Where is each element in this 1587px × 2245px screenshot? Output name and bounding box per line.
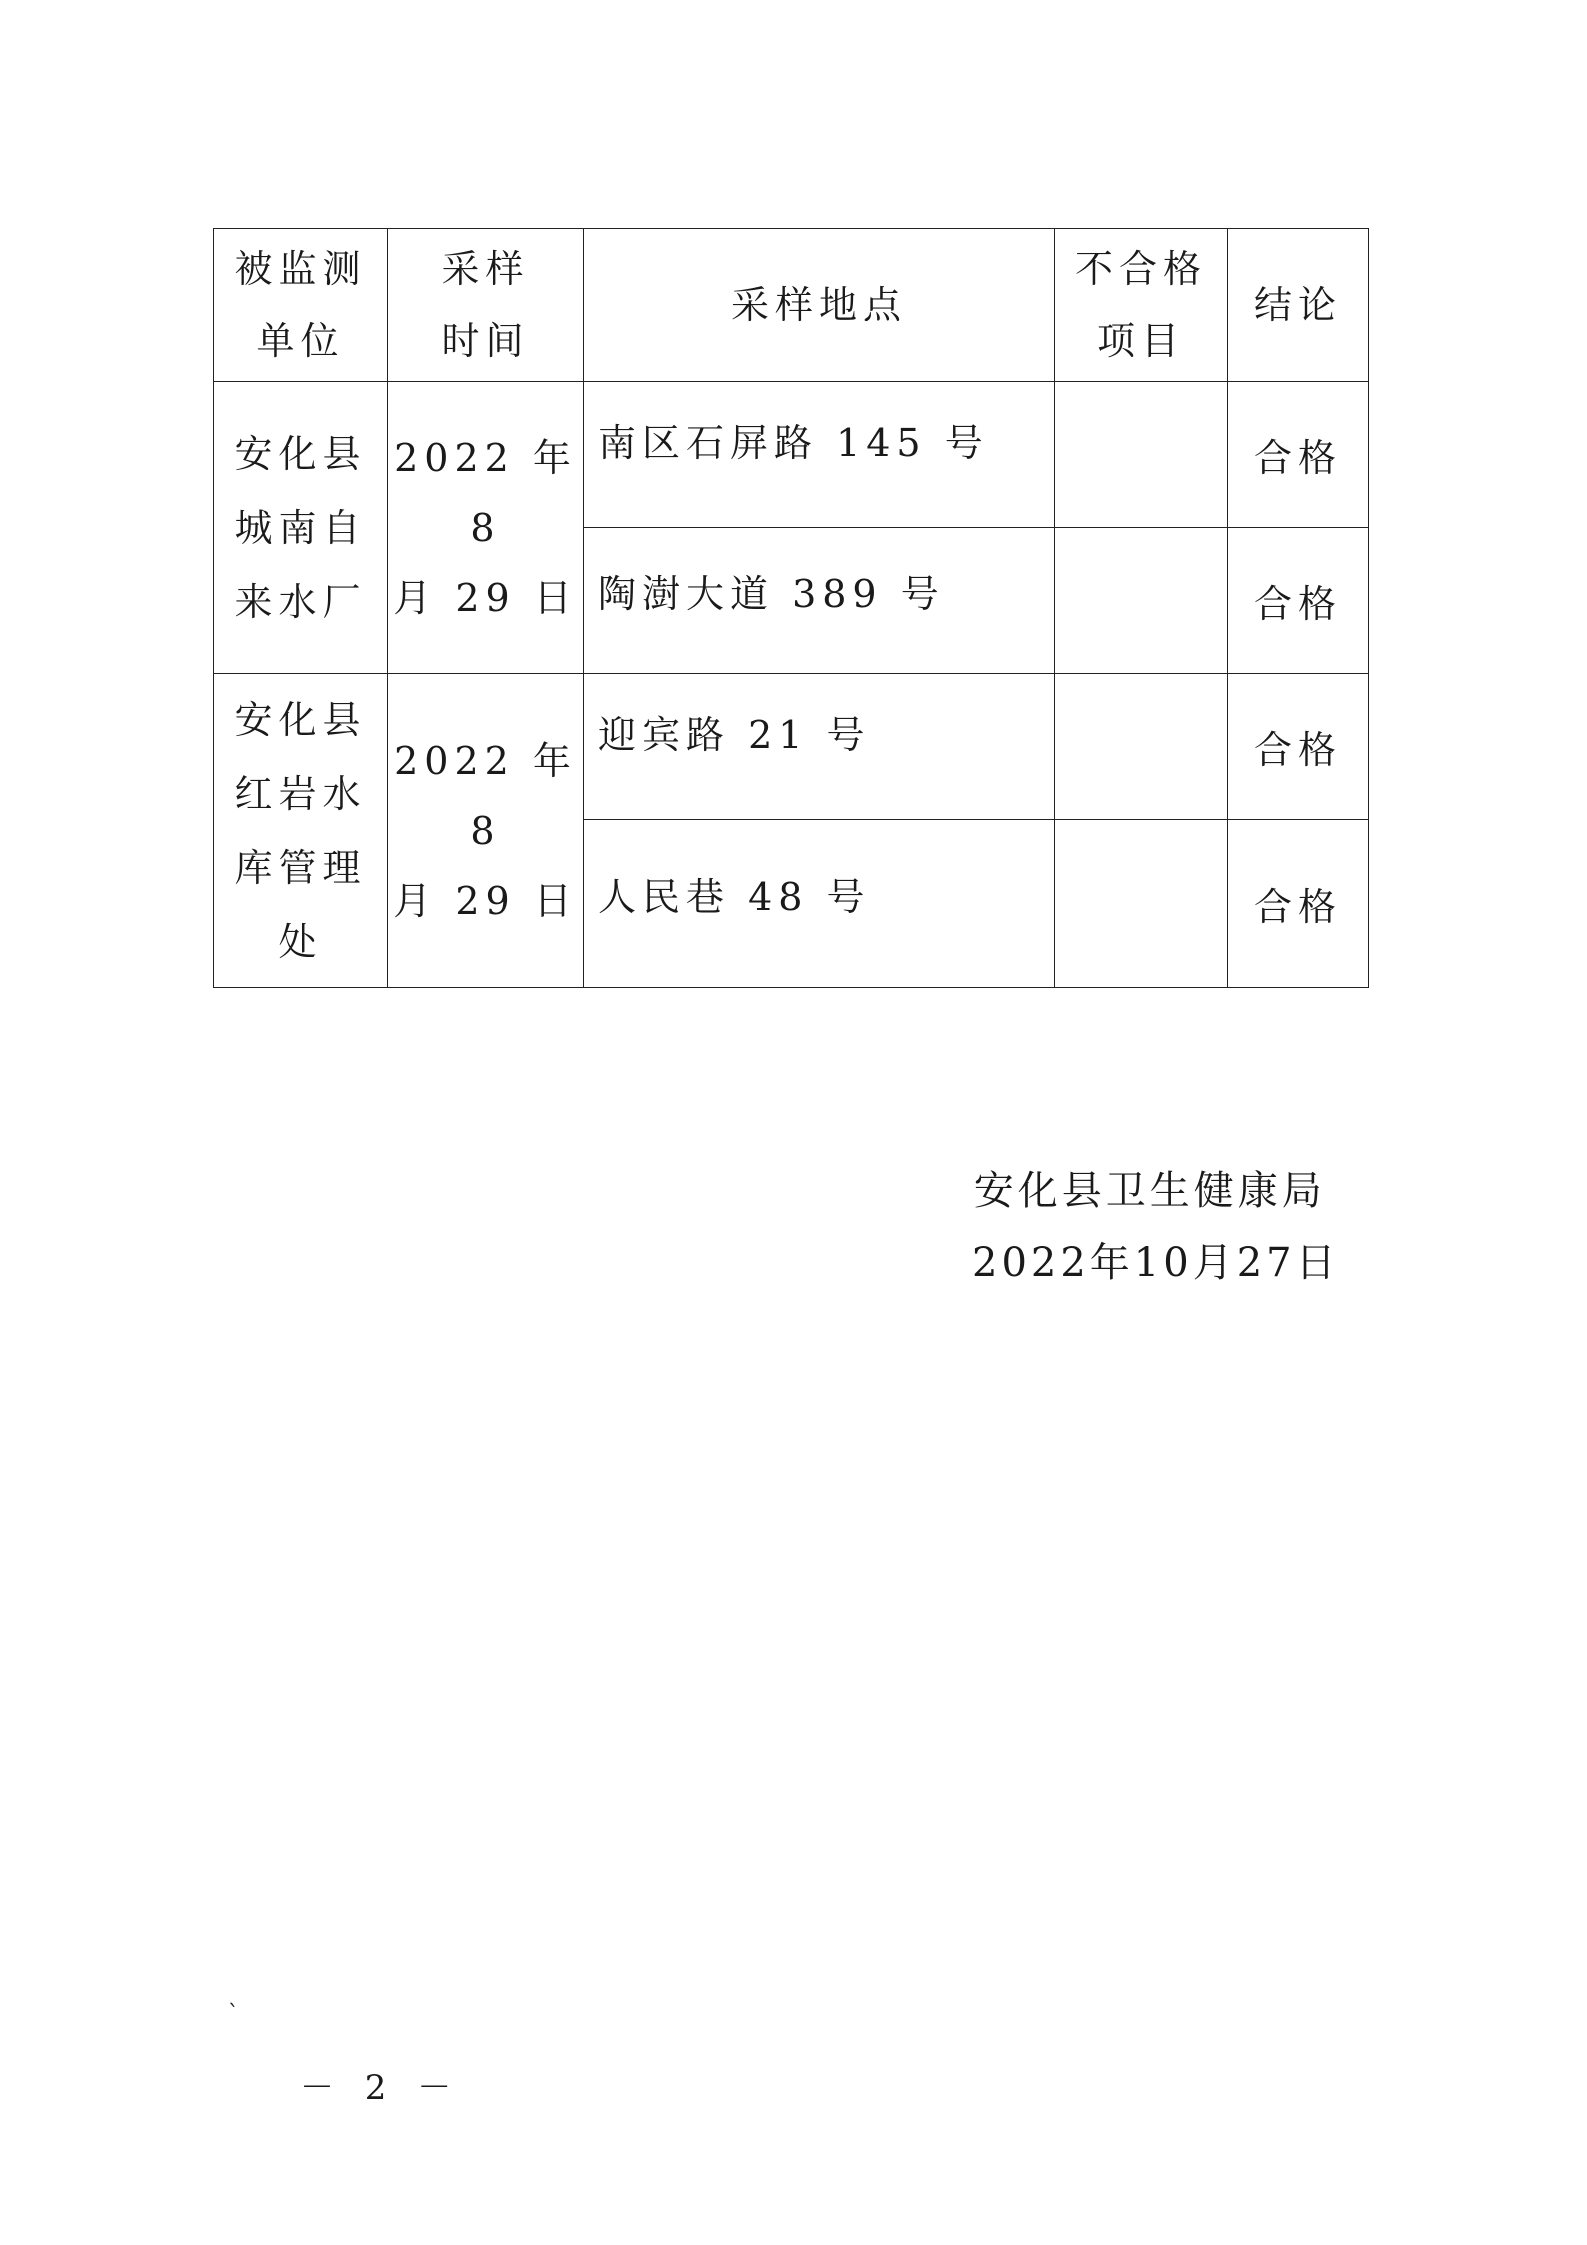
table-header-row xyxy=(214,229,1369,382)
unit-cell: 安化县 红岩水 库管理 处 xyxy=(214,674,388,988)
fail-cell xyxy=(1055,528,1228,674)
site-cell: 迎宾路 21 号 xyxy=(584,674,1055,820)
fail-cell xyxy=(1055,382,1228,528)
header-unit: 被监测 单位 xyxy=(214,229,388,382)
table-row xyxy=(214,382,1369,528)
unit-cell: 安化县 城南自 来水厂 xyxy=(214,382,388,674)
table-row xyxy=(214,674,1369,820)
site-cell: 南区石屏路 145 号 xyxy=(584,382,1055,528)
water-quality-table xyxy=(213,228,1369,988)
fail-cell xyxy=(1055,820,1228,988)
site-cell: 人民巷 48 号 xyxy=(584,820,1055,988)
signature-org: 安化县卫生健康局 xyxy=(973,1168,1326,1214)
time-cell: 2022 年 8 月 29 日 xyxy=(388,674,584,988)
conclusion-cell: 合格 xyxy=(1228,528,1369,674)
header-time: 采样 时间 xyxy=(388,229,584,382)
signature-date: 2022年10月27日 xyxy=(972,1240,1340,1286)
stray-mark: ` xyxy=(228,2002,239,2027)
conclusion-cell: 合格 xyxy=(1228,674,1369,820)
header-fail-items: 不合格 项目 xyxy=(1055,229,1228,382)
fail-cell xyxy=(1055,674,1228,820)
site-cell: 陶澍大道 389 号 xyxy=(584,528,1055,674)
time-cell: 2022 年 8 月 29 日 xyxy=(388,382,584,674)
page-number: － 2 － xyxy=(300,2068,462,2108)
header-site: 采样地点 xyxy=(584,229,1055,382)
conclusion-cell: 合格 xyxy=(1228,820,1369,988)
conclusion-cell: 合格 xyxy=(1228,382,1369,528)
signature-block xyxy=(960,1155,1340,1299)
header-conclusion: 结论 xyxy=(1228,229,1369,382)
